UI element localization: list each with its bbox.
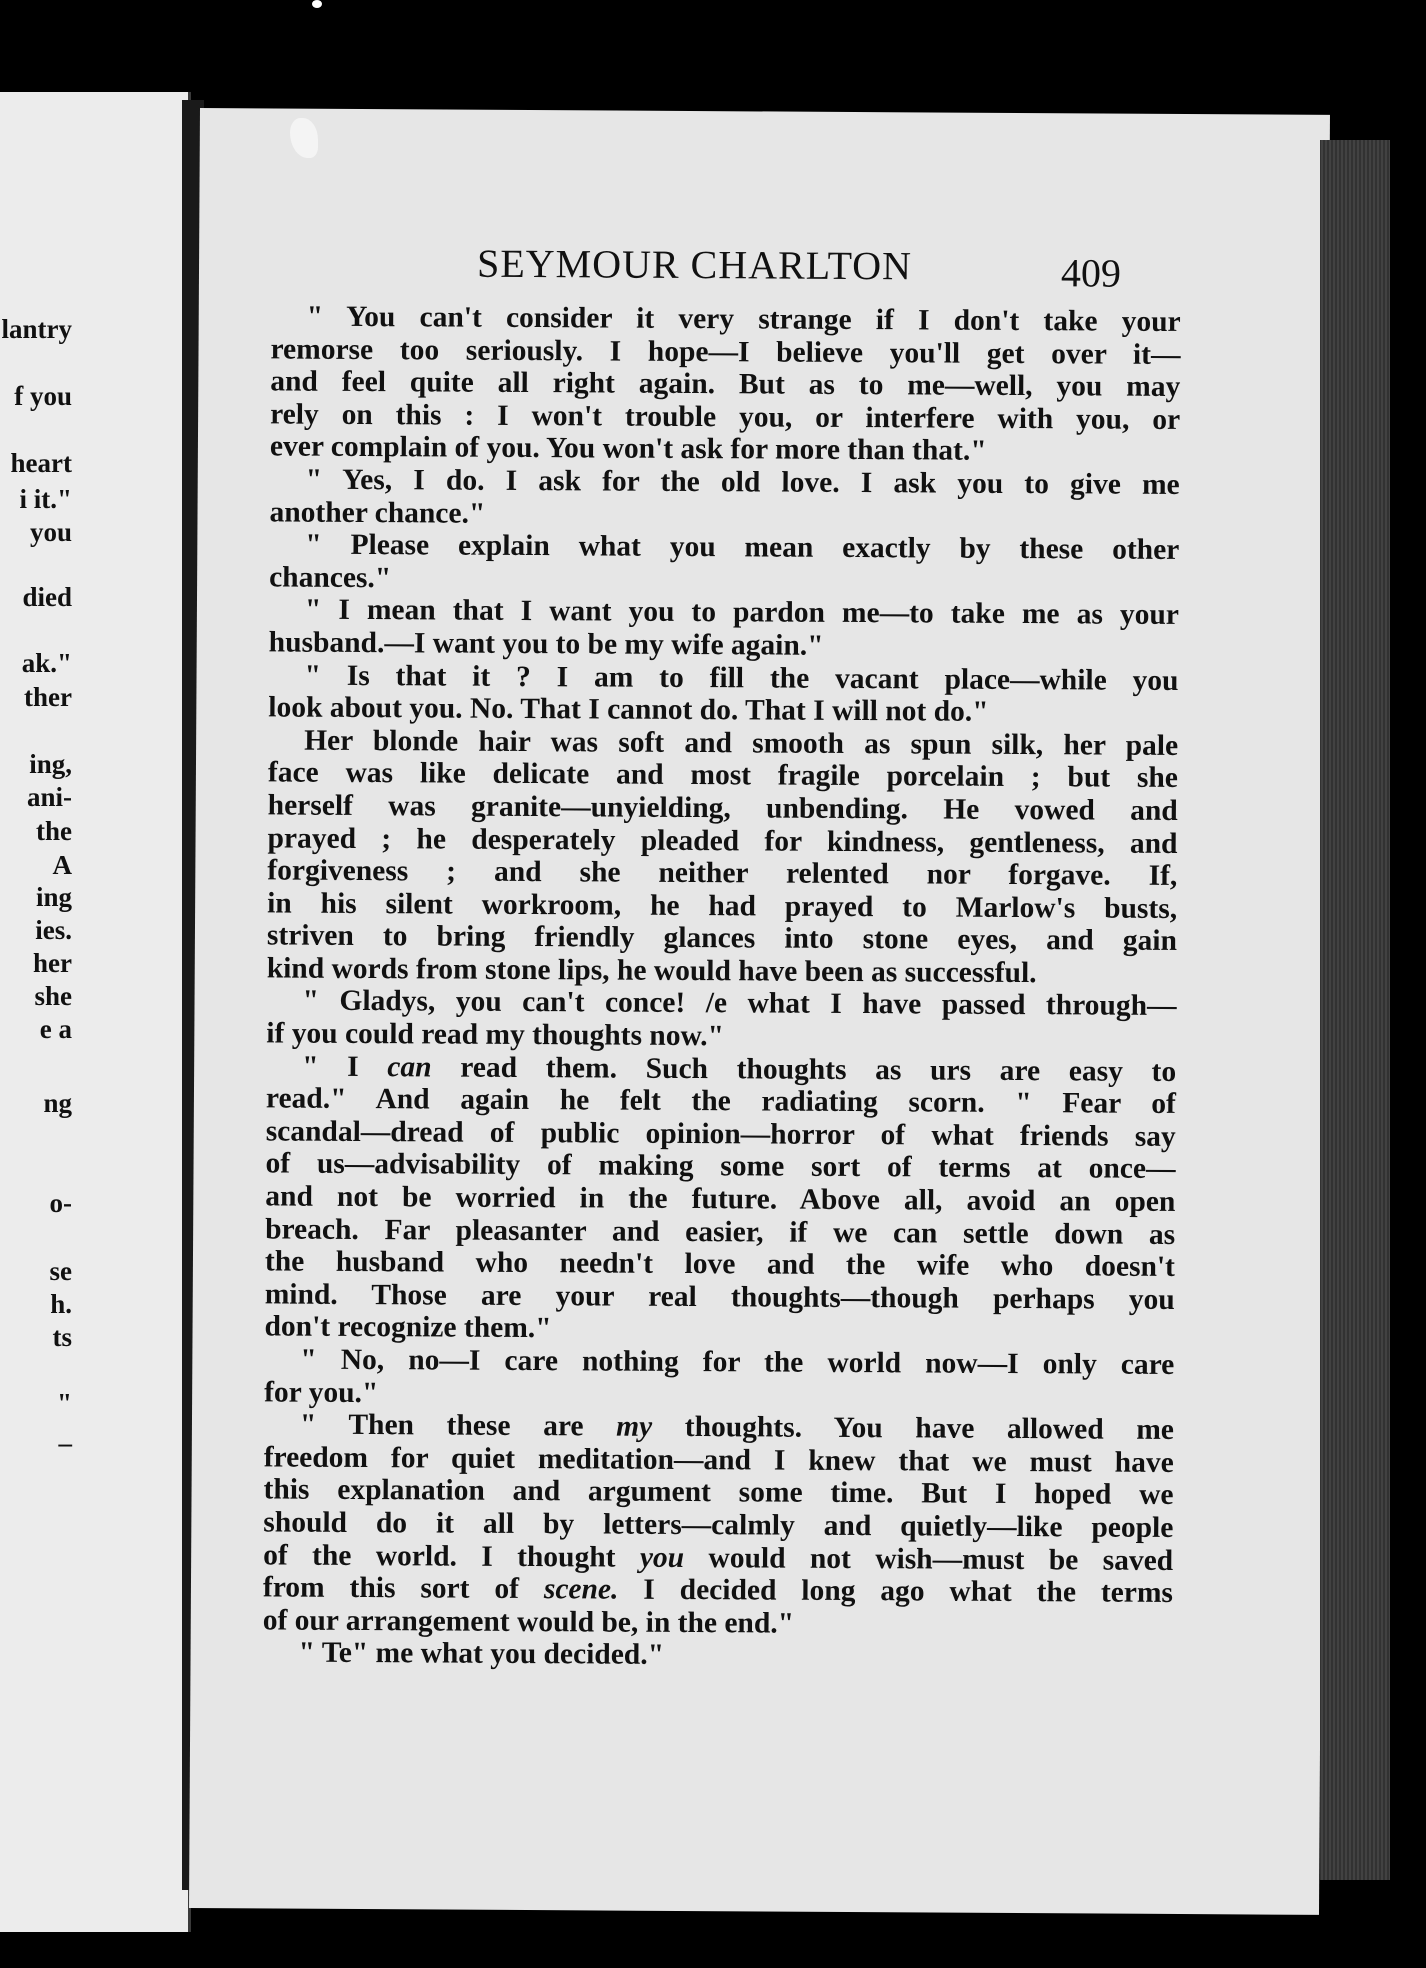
text-line: husband.—I want you to be my wife again." — [268, 626, 824, 662]
text-line: " Is that it ? I am to fill the vacant place—while you — [304, 659, 1179, 697]
left-page-fragment: f you — [14, 381, 72, 411]
text-line: another chance." — [269, 495, 486, 530]
text-line: breach. Far pleasanter and easier, if we can settle down as — [265, 1213, 1176, 1251]
text-line: from this sort of scene. I decided long ago what the terms — [262, 1571, 1174, 1610]
text-line: of our arrangement would be, in the end." — [262, 1604, 795, 1640]
text-line: scandal—dread of public opinion—horror of what friends say — [265, 1115, 1176, 1153]
text-line: freedom for quiet meditation—and I knew that we must have — [263, 1441, 1174, 1479]
left-page-fragment: ak." — [21, 648, 72, 678]
text-line: remorse too seriously. I hope—I believe you'll get over it— — [270, 333, 1181, 371]
text-line: in his silent workroom, he had prayed to Marlow's busts, — [267, 887, 1178, 925]
text-line: don't recognize them." — [264, 1310, 552, 1345]
text-line: look about you. No. That I cannot do. That I will not do." — [268, 691, 989, 728]
speck — [312, 0, 322, 8]
left-page-fragment: lantry — [1, 314, 72, 344]
text-line: face was like delicate and most fragile porcelain ; but she — [267, 756, 1179, 795]
text-line: if you could read my thoughts now." — [266, 1017, 725, 1053]
left-page-fragment: ani- — [26, 782, 72, 812]
text-line: " Then these are my thoughts. You have allowed me — [299, 1408, 1175, 1447]
left-page-fragment: i it." — [19, 484, 72, 514]
left-page-fragment: h. — [50, 1289, 72, 1319]
text-line: rely on this : I won't trouble you, or interfere with you, or — [270, 398, 1181, 436]
text-line: this explanation and argument some time. But I hoped we — [263, 1473, 1174, 1512]
left-page-fragment: ng — [43, 1088, 72, 1118]
left-page-fragment: ies. — [35, 915, 72, 945]
left-page-fragment: you — [29, 517, 72, 547]
left-page-fragment: her — [33, 948, 72, 978]
text-line: " I can read them. Such thoughts as urs are easy to — [302, 1050, 1177, 1088]
left-page-fragment: ts — [52, 1322, 72, 1352]
text-line: and not be worried in the future. Above all, avoid an open — [265, 1180, 1176, 1219]
left-page-fragment: ing, — [29, 749, 72, 779]
left-page-fragment: the — [36, 816, 72, 846]
text-line: ever complain of you. You won't ask for more than that." — [269, 430, 987, 468]
left-page-fragment: " — [57, 1388, 72, 1418]
text-line: " No, no—I care nothing for the world now—I only care — [300, 1343, 1175, 1381]
left-page-fragment: A — [52, 850, 72, 880]
left-page-fragment: – — [58, 1428, 72, 1458]
text-line: " Te" me what you decided." — [298, 1636, 665, 1672]
text-line: " I mean that I want you to pardon me—to take me as your — [304, 593, 1180, 632]
left-page-fragment: e a — [39, 1014, 72, 1044]
left-page-fragment: died — [22, 582, 72, 612]
left-page-fragment: ing — [35, 882, 72, 912]
text-line: for you." — [264, 1376, 379, 1409]
running-head: SEYMOUR CHARLTON — [476, 240, 913, 289]
left-page-fragment: se — [49, 1256, 72, 1286]
text-line: of us—advisability of making some sort of terms at once— — [265, 1147, 1176, 1186]
text-line: and feel quite all right again. But as to me—well, you may — [270, 365, 1181, 404]
text-line: kind words from stone lips, he would have been as successful. — [266, 952, 1037, 990]
right-page — [189, 108, 1330, 1915]
left-page-fragment: ther — [24, 682, 72, 712]
text-line: read." And again he felt the radiating scorn. " Fear of — [265, 1082, 1177, 1121]
text-line: herself was granite—unyielding, unbending. He vowed and — [267, 789, 1178, 827]
left-page-fragment: o- — [49, 1188, 72, 1218]
text-line: mind. Those are your real thoughts—though perhaps you — [264, 1278, 1175, 1316]
text-line: " You can't consider it very strange if I don't take your — [306, 300, 1181, 338]
text-line: striven to bring friendly glances into stone eyes, and gain — [266, 919, 1178, 958]
body-text — [262, 300, 1180, 1674]
left-page-fragment: she — [34, 981, 72, 1011]
left-facing-page — [0, 92, 191, 1932]
text-line: " Gladys, you can't conce! /e what I have passed through— — [302, 985, 1177, 1023]
text-line: prayed ; he desperately pleaded for kindness, gentleness, and — [267, 821, 1178, 860]
text-line: chances." — [269, 561, 392, 594]
text-line: of the world. I thought you would not wish—must be saved — [263, 1538, 1174, 1577]
text-line: Her blonde hair was soft and smooth as spun silk, her pale — [304, 724, 1179, 762]
text-line: forgiveness ; and she neither relented nor forgave. If, — [267, 854, 1178, 893]
page-number: 409 — [1060, 250, 1122, 296]
text-line: " Please explain what you mean exactly by these other — [305, 528, 1180, 567]
text-line: should do it all by letters—calmly and quietly—like people — [263, 1506, 1174, 1544]
left-page-fragment: heart — [10, 448, 72, 478]
page-header — [199, 238, 1329, 295]
text-line: the husband who needn't love and the wife who doesn't — [264, 1245, 1176, 1284]
text-line: " Yes, I do. I ask for the old love. I ask you to give me — [305, 463, 1180, 501]
page-edges — [1320, 140, 1390, 1880]
